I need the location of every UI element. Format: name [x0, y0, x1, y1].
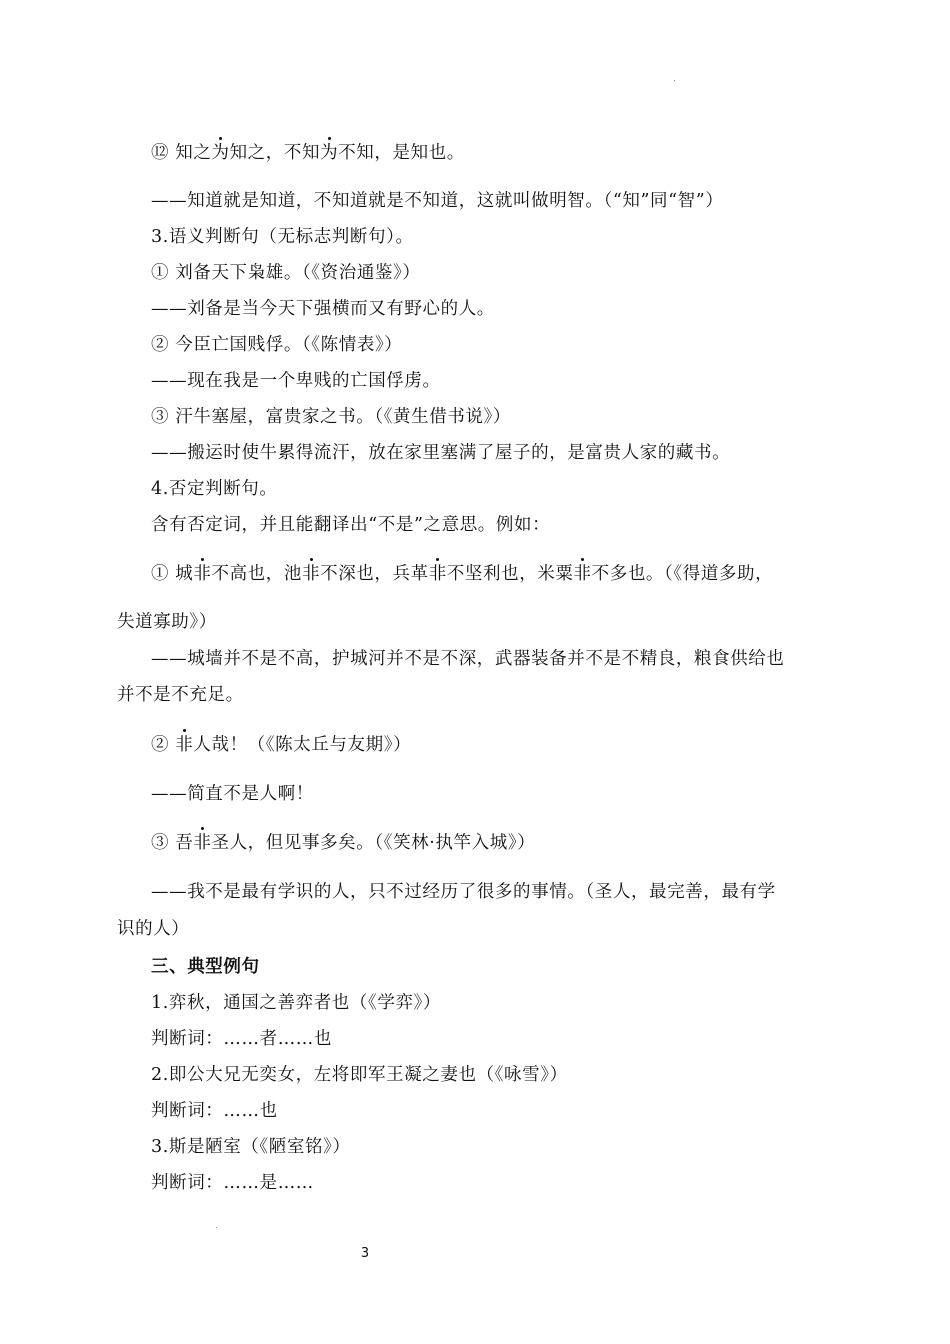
- page-number: 3: [360, 1246, 370, 1261]
- emphasized-char: 为: [211, 143, 230, 163]
- text-segment: 1.弈秋，通国之善弈者也（《学弈》）: [151, 993, 441, 1013]
- emphasized-char: 非: [193, 833, 212, 853]
- example-line: [151, 733, 411, 757]
- text-segment: ②: [151, 735, 176, 755]
- text-segment: 判断词：……也: [151, 1101, 278, 1121]
- judgment-word-line: [151, 1171, 314, 1195]
- translation-line: [151, 297, 495, 321]
- example-line-continuation: [117, 610, 217, 634]
- text-segment: ——城墙并不是不高，护城河并不是不深，武器装备并不是不精良，粮食供给也: [151, 649, 785, 669]
- emphasized-char: 为: [320, 143, 339, 163]
- text-segment: ——现在我是一个卑贱的亡国俘虏。: [151, 371, 441, 391]
- translation-line: [151, 880, 776, 904]
- paragraph-line: [151, 513, 550, 537]
- text-segment: 不深也，兵革: [320, 564, 429, 584]
- text-segment: 不多也。（《得道多助，: [591, 564, 774, 584]
- section-heading-3: [151, 225, 414, 249]
- judgment-word-line: [151, 1027, 332, 1051]
- text-segment: 3.斯是陋室（《陋室铭》）: [151, 1137, 351, 1157]
- example-line: [151, 261, 421, 285]
- text-segment: ① 城: [151, 564, 194, 584]
- translation-line: [151, 189, 723, 213]
- text-segment: 判断词：……者……也: [151, 1029, 332, 1049]
- text-segment: 3.语义判断句（无标志判断句）。: [151, 227, 414, 247]
- judgment-word-line: [151, 1099, 278, 1123]
- text-segment: ——搬运时使牛累得流汗，放在家里塞满了屋子的，是富贵人家的藏书。: [151, 443, 731, 463]
- example-line: [151, 831, 535, 855]
- example-line: [151, 562, 773, 586]
- emphasized-char: 非: [193, 564, 212, 584]
- translation-line: [151, 647, 785, 671]
- text-segment: ③ 汗牛塞屋，富贵家之书。（《黄生借书说》）: [151, 407, 512, 427]
- text-segment: 圣人，但见事多矣。（《笑林·执竿入城》）: [211, 833, 536, 853]
- text-segment: 识的人）: [117, 919, 190, 939]
- text-segment: 人哉！（《陈太丘与友期》）: [193, 735, 412, 755]
- text-segment: 不知，是知也。: [338, 143, 465, 163]
- text-segment: ——我不是最有学识的人，只不过经历了很多的事情。（圣人，最完善，最有学: [151, 882, 776, 902]
- text-segment: 4.否定判断句。: [151, 479, 278, 499]
- emphasized-char: 非: [573, 564, 592, 584]
- text-segment: ① 刘备天下枭雄。（《资治通鉴》）: [151, 263, 421, 283]
- example-line: [151, 1063, 568, 1087]
- text-segment: 失道寡助》）: [117, 612, 217, 632]
- text-segment: 不高也，池: [211, 564, 302, 584]
- section-heading: [151, 955, 260, 979]
- translation-line-continuation: [117, 683, 244, 707]
- scan-speck: [674, 80, 675, 81]
- text-segment: ——简直不是人啊！: [151, 784, 314, 804]
- text-segment: 不坚利也，米粟: [446, 564, 574, 584]
- text-segment: ——刘备是当今天下强横而又有野心的人。: [151, 299, 495, 319]
- text-segment: ② 今臣亡国贱俘。（《陈情表》）: [151, 335, 403, 355]
- example-line: [151, 1135, 351, 1159]
- text-segment: 含有否定词，并且能翻译出“不是”之意思。例如：: [151, 515, 551, 535]
- emphasized-char: 非: [428, 564, 447, 584]
- example-line: [151, 333, 402, 357]
- text-segment: 知之，不知: [229, 143, 321, 163]
- section-heading-4: [151, 477, 278, 501]
- example-line: [151, 405, 511, 429]
- text-segment: ——知道就是知道，不知道就是不知道，这就叫做明智。（“知”同“智”）: [151, 191, 724, 211]
- translation-line-continuation: [117, 917, 189, 941]
- translation-line: [151, 369, 441, 393]
- example-line-12: [151, 141, 465, 165]
- text-segment: ③ 吾: [151, 833, 194, 853]
- text-segment: 判断词：……是……: [151, 1173, 314, 1193]
- emphasized-char: 非: [175, 735, 194, 755]
- text-segment: 并不是不充足。: [117, 685, 244, 705]
- text-segment: 2.即公大兄无奕女，左将即军王凝之妻也（《咏雪》）: [151, 1065, 568, 1085]
- emphasized-char: 非: [301, 564, 321, 584]
- example-line: [151, 991, 441, 1015]
- scan-speck: [216, 1227, 217, 1228]
- translation-line: [151, 782, 314, 806]
- translation-line: [151, 441, 730, 465]
- text-segment: 三、典型例句: [151, 957, 260, 977]
- text-segment: ⑫ 知之: [151, 143, 212, 163]
